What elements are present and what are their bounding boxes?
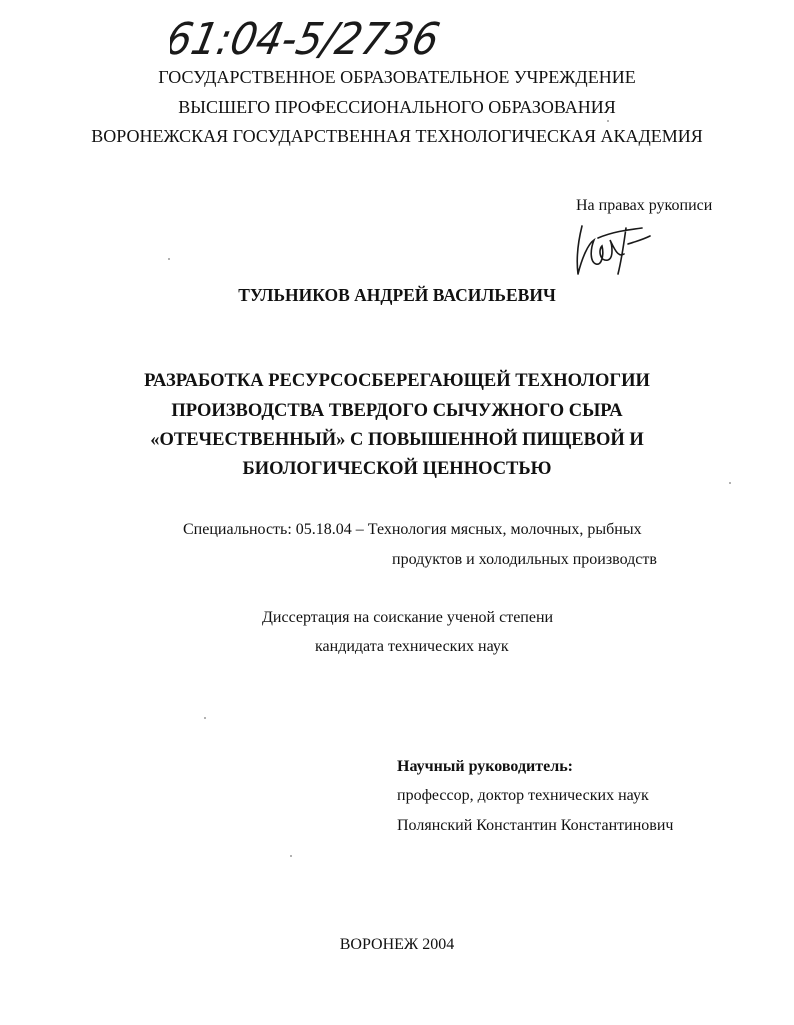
signature <box>568 214 658 289</box>
supervisor-position: профессор, доктор технических наук <box>397 787 649 804</box>
scan-speck <box>290 855 292 857</box>
institution-line-3: ВОРОНЕЖСКАЯ ГОСУДАРСТВЕННАЯ ТЕХНОЛОГИЧЕСКАЯ АКАДЕМИЯ <box>91 126 703 146</box>
degree-line-1: Диссертация на соискание ученой степени <box>262 609 554 626</box>
scan-speck <box>168 258 170 260</box>
scan-speck <box>204 717 206 719</box>
specialty-line-1: Специальность: 05.18.04 – Технология мясных, молочных, рыбных <box>183 521 642 538</box>
city-year: ВОРОНЕЖ 2004 <box>339 936 455 953</box>
archive-number: 61:04-5/2736 <box>170 14 470 65</box>
title-line-3: «ОТЕЧЕСТВЕННЫЙ» С ПОВЫШЕННОЙ ПИЩЕВОЙ И <box>150 430 644 450</box>
title-line-4: БИОЛОГИЧЕСКОЙ ЦЕННОСТЬЮ <box>242 459 552 479</box>
author-name: ТУЛЬНИКОВ АНДРЕЙ ВАСИЛЬЕВИЧ <box>238 285 556 305</box>
title-line-1: РАЗРАБОТКА РЕСУРСОСБЕРЕГАЮЩЕЙ ТЕХНОЛОГИИ <box>144 371 650 391</box>
specialty-line-2: продуктов и холодильных производств <box>392 551 657 568</box>
title-line-2: ПРОИЗВОДСТВА ТВЕРДОГО СЫЧУЖНОГО СЫРА <box>171 401 623 421</box>
supervisor-name: Полянский Константин Константинович <box>397 817 674 834</box>
supervisor-heading: Научный руководитель: <box>397 758 573 775</box>
scan-speck <box>607 120 609 122</box>
institution-line-2: ВЫСШЕГО ПРОФЕССИОНАЛЬНОГО ОБРАЗОВАНИЯ <box>178 97 616 117</box>
scan-speck <box>729 482 731 484</box>
manuscript-note: На правах рукописи <box>576 197 713 214</box>
institution-line-1: ГОСУДАРСТВЕННОЕ ОБРАЗОВАТЕЛЬНОЕ УЧРЕЖДЕНИЕ <box>158 67 636 87</box>
degree-line-2: кандидата технических наук <box>315 638 509 655</box>
